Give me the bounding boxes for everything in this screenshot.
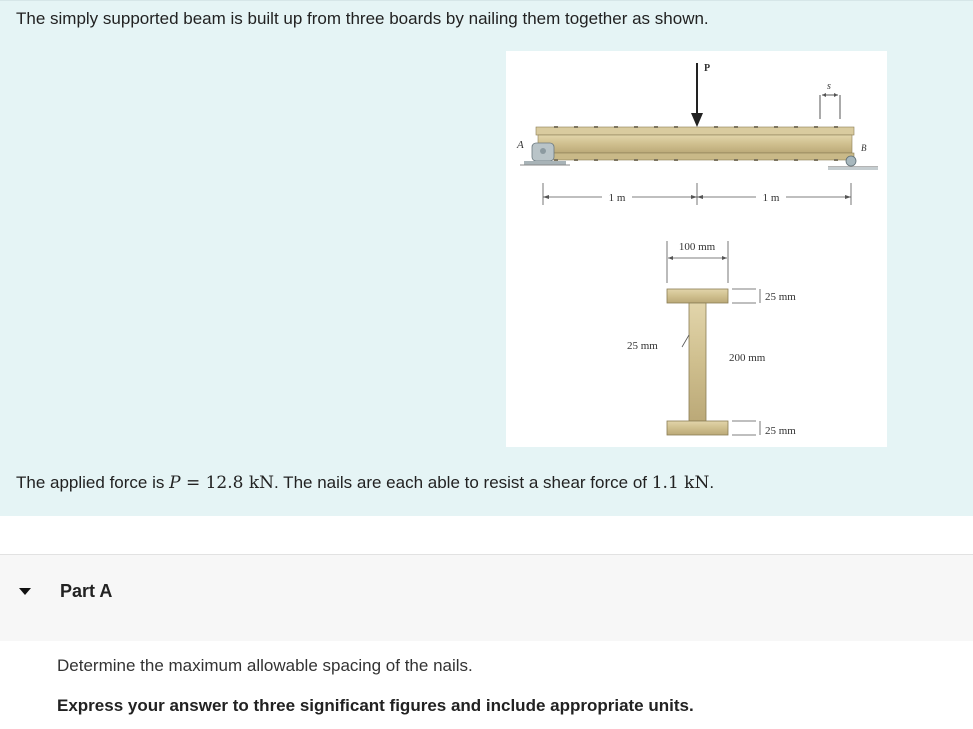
top-flange-thickness-label: 25 mm [765,291,796,303]
part-question: Determine the maximum allowable spacing of the nails. [57,656,473,675]
bottom-flange-thickness-label: 25 mm [765,425,796,437]
beam [536,126,854,161]
top-flange [667,289,728,303]
force-equals: = [180,473,206,493]
spacing-dimension [820,93,840,119]
given-suffix: . [709,473,715,492]
problem-intro: The simply supported beam is built up from three boards by nailing them together as shown. [16,9,709,28]
flange-width-label: 100 mm [678,241,716,253]
given-values [16,473,714,493]
caret-down-icon[interactable] [16,582,36,602]
beam-diagram [506,51,887,447]
cross-section [667,241,760,435]
force-value: 12.8 kN [205,473,275,493]
beam-figure [506,51,887,447]
force-symbol: P [169,473,181,493]
support-b-label: B [861,143,867,153]
web-thickness-label: 25 mm [627,340,658,352]
bottom-flange [667,421,728,435]
span-dimension [543,183,851,205]
part-instruction: Express your answer to three significant figures and include appropriate units. [57,696,694,715]
nail-capacity-value: 1.1 kN [651,473,710,493]
spacing-label: s [827,81,831,92]
span-right-label: 1 m [762,192,780,204]
given-prefix: The applied force is [16,473,170,492]
support-a-label: A [517,139,524,151]
part-title: Part A [60,581,113,601]
web [689,303,706,421]
load-label: P [704,63,711,74]
web-height-label: 200 mm [729,352,766,364]
force-expression [169,473,274,493]
span-left-label: 1 m [608,192,626,204]
given-middle: . The nails are each able to resist a shear force of [274,473,652,492]
part-a-header[interactable] [0,554,973,641]
load-arrow [691,63,703,127]
